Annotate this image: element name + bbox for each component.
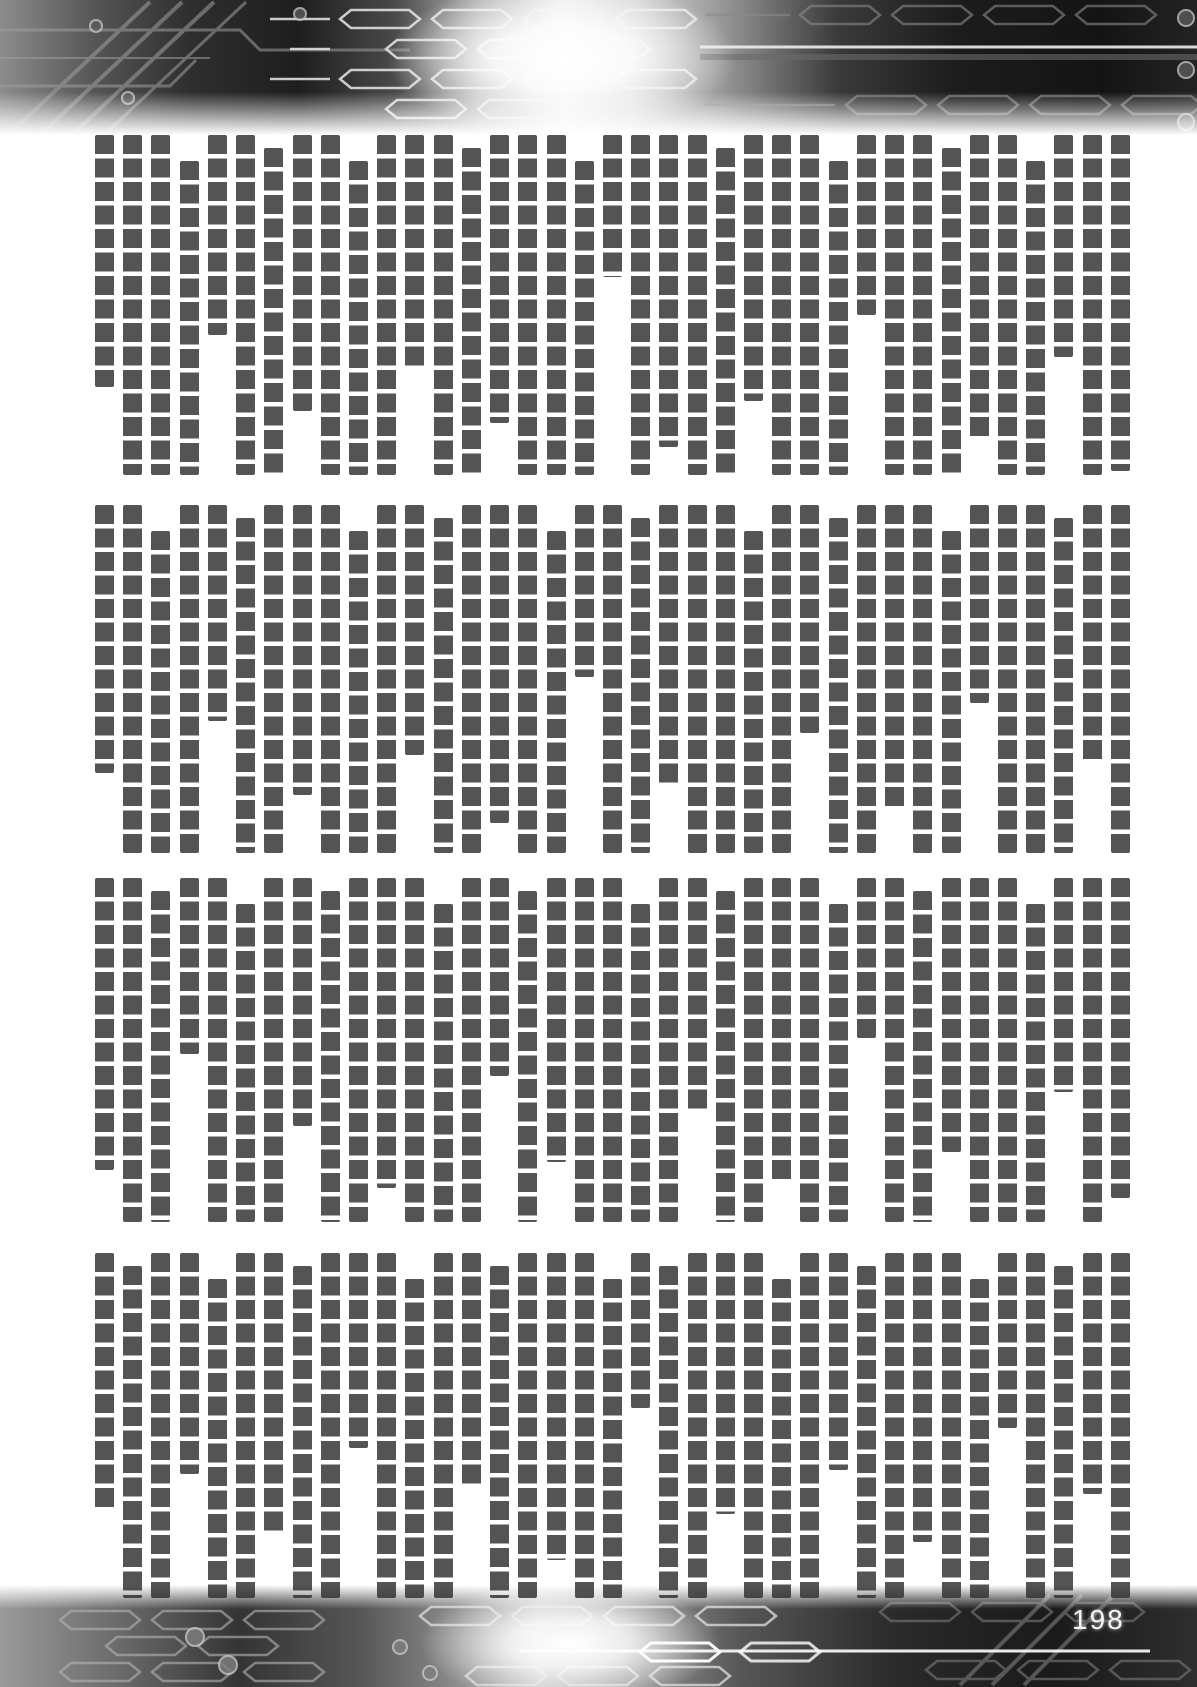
redacted-text-column (829, 1253, 848, 1470)
redacted-text-column (405, 1279, 424, 1598)
redacted-text-column (123, 878, 142, 1222)
redacted-text-column (1026, 904, 1045, 1222)
redacted-text-column (942, 531, 961, 853)
redacted-text-column (603, 1279, 622, 1598)
redacted-text-column (942, 1253, 961, 1598)
text-area (95, 0, 1130, 1687)
redacted-text-column (659, 1266, 678, 1598)
redacted-text-column (688, 878, 707, 1112)
redacted-text-column (405, 505, 424, 755)
redacted-text-column (575, 505, 594, 677)
redacted-text-column (1054, 1266, 1073, 1598)
redacted-text-column (942, 878, 961, 1152)
redacted-text-column (716, 891, 735, 1222)
redacted-text-column (970, 135, 989, 439)
redacted-text-column (913, 505, 932, 853)
redacted-text-column (547, 1253, 566, 1560)
redacted-text-column (95, 135, 114, 387)
redacted-text-column (377, 1253, 396, 1598)
redacted-text-column (857, 878, 876, 1038)
redacted-text-column (575, 878, 594, 1222)
redacted-text-column (547, 531, 566, 853)
text-band-3 (95, 878, 1130, 1222)
redacted-text-column (603, 505, 622, 853)
redacted-text-column (631, 904, 650, 1222)
redacted-text-column (377, 505, 396, 853)
redacted-text-column (264, 505, 283, 853)
redacted-text-column (208, 1279, 227, 1598)
redacted-text-column (857, 505, 876, 853)
redacted-text-column (462, 1253, 481, 1486)
redacted-text-column (208, 878, 227, 1222)
text-band-2 (95, 505, 1130, 853)
redacted-text-column (293, 505, 312, 795)
redacted-text-column (885, 878, 904, 1222)
redacted-text-column (462, 878, 481, 1222)
redacted-text-column (405, 878, 424, 1222)
redacted-text-column (123, 505, 142, 853)
redacted-text-column (293, 878, 312, 1126)
redacted-text-column (208, 505, 227, 721)
redacted-text-column (659, 135, 678, 447)
redacted-text-column (716, 505, 735, 853)
redacted-text-column (151, 891, 170, 1222)
redacted-text-column (293, 1266, 312, 1598)
redacted-text-column (998, 1253, 1017, 1428)
redacted-text-column (603, 135, 622, 277)
redacted-text-column (518, 135, 537, 475)
redacted-text-column (518, 1253, 537, 1598)
redacted-text-column (518, 891, 537, 1222)
redacted-text-column (970, 1279, 989, 1598)
redacted-text-column (264, 1253, 283, 1532)
redacted-text-column (688, 1253, 707, 1598)
redacted-text-column (800, 135, 819, 475)
redacted-text-column (462, 505, 481, 853)
redacted-text-column (462, 148, 481, 475)
redacted-text-column (772, 135, 791, 475)
redacted-text-column (688, 505, 707, 853)
redacted-text-column (659, 878, 678, 1222)
redacted-text-column (913, 1253, 932, 1542)
redacted-text-column (885, 135, 904, 475)
redacted-text-column (151, 1253, 170, 1598)
redacted-text-column (151, 135, 170, 475)
redacted-text-column (970, 878, 989, 1222)
redacted-text-column (236, 135, 255, 475)
redacted-text-column (1083, 1253, 1102, 1494)
redacted-text-column (264, 878, 283, 1222)
redacted-text-column (349, 878, 368, 1222)
redacted-text-column (1054, 135, 1073, 357)
redacted-text-column (180, 505, 199, 853)
redacted-text-column (180, 1253, 199, 1474)
redacted-text-column (434, 518, 453, 853)
redacted-text-column (377, 878, 396, 1188)
redacted-text-column (1111, 505, 1130, 853)
redacted-text-column (829, 161, 848, 475)
redacted-text-column (1054, 518, 1073, 853)
redacted-text-column (547, 878, 566, 1162)
redacted-text-column (744, 135, 763, 401)
redacted-text-column (772, 1279, 791, 1598)
redacted-text-column (208, 135, 227, 335)
redacted-text-column (603, 878, 622, 1222)
redacted-text-column (349, 531, 368, 853)
redacted-text-column (434, 1253, 453, 1598)
redacted-text-column (490, 505, 509, 823)
redacted-text-column (744, 878, 763, 1222)
redacted-text-column (998, 505, 1017, 853)
redacted-text-column (547, 135, 566, 475)
redacted-text-column (885, 1253, 904, 1598)
redacted-text-column (913, 891, 932, 1222)
redacted-text-column (1083, 505, 1102, 761)
redacted-text-column (1054, 878, 1073, 1092)
redacted-text-column (885, 505, 904, 809)
redacted-text-column (236, 1253, 255, 1598)
text-band-1 (95, 135, 1130, 475)
redacted-text-column (857, 1266, 876, 1598)
redacted-text-column (236, 518, 255, 853)
redacted-text-column (857, 135, 876, 315)
redacted-text-column (1083, 135, 1102, 475)
redacted-text-column (631, 135, 650, 475)
redacted-text-column (95, 878, 114, 1170)
redacted-text-column (123, 135, 142, 475)
redacted-text-column (490, 1266, 509, 1598)
redacted-text-column (434, 135, 453, 475)
redacted-text-column (321, 891, 340, 1222)
redacted-text-column (800, 1253, 819, 1598)
redacted-text-column (772, 505, 791, 853)
redacted-text-column (1026, 505, 1045, 853)
redacted-text-column (264, 148, 283, 475)
redacted-text-column (631, 518, 650, 853)
redacted-text-column (95, 505, 114, 773)
redacted-text-column (377, 135, 396, 475)
redacted-text-column (998, 878, 1017, 1222)
redacted-text-column (1026, 161, 1045, 475)
redacted-text-column (151, 531, 170, 853)
redacted-text-column (349, 1253, 368, 1448)
redacted-text-column (405, 135, 424, 367)
redacted-text-column (236, 904, 255, 1222)
redacted-text-column (716, 148, 735, 475)
redacted-text-column (1111, 878, 1130, 1198)
redacted-text-column (800, 505, 819, 733)
redacted-text-column (942, 148, 961, 475)
redacted-text-column (490, 878, 509, 1076)
redacted-text-column (518, 505, 537, 853)
redacted-text-column (95, 1253, 114, 1508)
redacted-text-column (1111, 135, 1130, 471)
text-band-4 (95, 1253, 1130, 1598)
redacted-text-column (575, 161, 594, 475)
redacted-text-column (970, 505, 989, 703)
redacted-text-column (293, 135, 312, 411)
redacted-text-column (800, 878, 819, 1222)
redacted-text-column (659, 505, 678, 787)
redacted-text-column (829, 904, 848, 1222)
redacted-text-column (688, 135, 707, 475)
redacted-text-column (575, 1253, 594, 1598)
redacted-text-column (1111, 1253, 1130, 1598)
redacted-text-column (998, 135, 1017, 475)
redacted-text-column (716, 1253, 735, 1514)
redacted-text-column (321, 135, 340, 475)
redacted-text-column (434, 904, 453, 1222)
redacted-text-column (631, 1253, 650, 1408)
redacted-text-column (123, 1266, 142, 1598)
redacted-text-column (1026, 1253, 1045, 1598)
redacted-text-column (744, 531, 763, 853)
redacted-text-column (1083, 878, 1102, 1222)
redacted-text-column (180, 878, 199, 1054)
redacted-text-column (180, 161, 199, 475)
redacted-text-column (744, 1253, 763, 1598)
redacted-text-column (321, 1253, 340, 1598)
redacted-text-column (321, 505, 340, 853)
redacted-text-column (349, 161, 368, 475)
redacted-text-column (913, 135, 932, 475)
redacted-text-column (829, 518, 848, 853)
redacted-text-column (490, 135, 509, 423)
redacted-text-column (772, 878, 791, 1182)
page-number: 198 (1072, 1604, 1125, 1635)
